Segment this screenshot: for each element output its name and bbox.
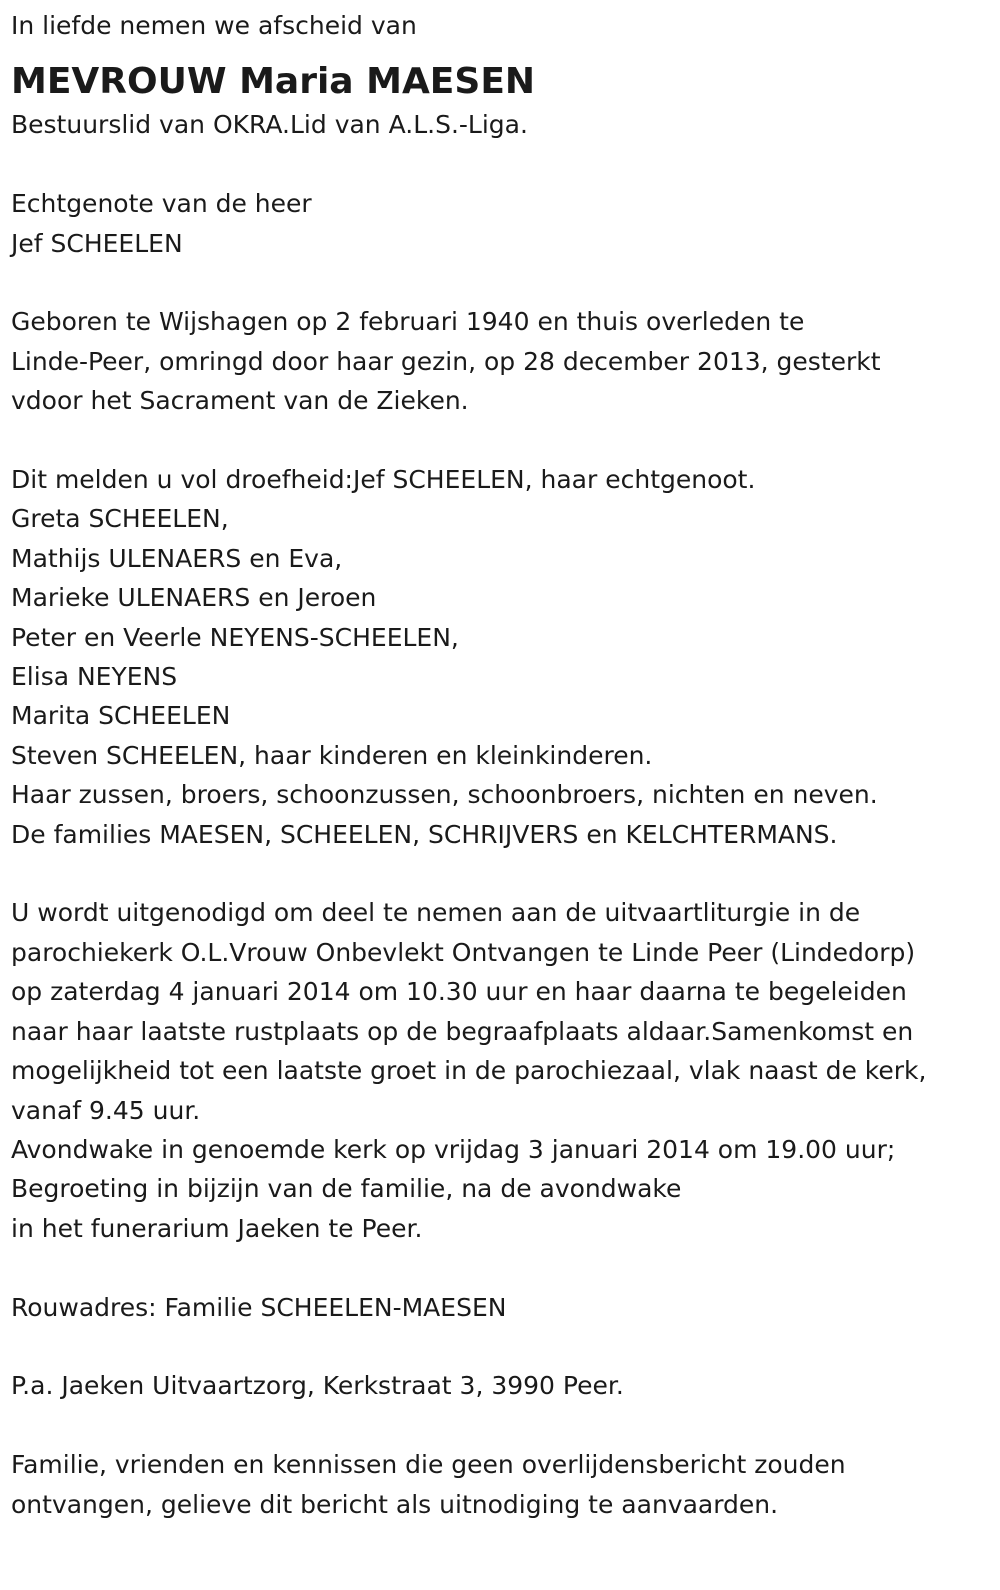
birth-death-block [11,302,989,420]
funeral-line: naar haar laatste rustplaats op de begraafplaats aldaar.Samenkomst en [11,1016,914,1046]
funeral-line: parochiekerk O.L.Vrouw Onbevlekt Ontvangen te Linde Peer (Lindedorp) [11,937,916,967]
spouse-line: Echtgenote van de heer [11,189,312,219]
mourner-line: Haar zussen, broers, schoonzussen, schoonbroers, nichten en neven. [11,780,878,810]
mourner-line: Mathijs ULENAERS en Eva, [11,543,343,573]
mourner-line: De families MAESEN, SCHEELEN, SCHRIJVERS en KELCHTERMANS. [11,819,838,849]
mourner-line: Steven SCHEELEN, haar kinderen en kleinkinderen. [11,740,653,770]
funeral-line: U wordt uitgenodigd om deel te nemen aan de uitvaartliturgie in de [11,898,861,928]
spacer [11,145,989,184]
mourner-line: Greta SCHEELEN, [11,504,229,534]
closing-block [11,1445,989,1524]
undertaker-address: P.a. Jaeken Uitvaartzorg, Kerkstraat 3, 3990 Peer. [11,1371,624,1401]
mourner-line: Peter en Veerle NEYENS-SCHEELEN, [11,622,459,652]
spacer [11,1327,989,1366]
funeral-line: in het funerarium Jaeken te Peer. [11,1213,423,1243]
funeral-line: op zaterdag 4 januari 2014 om 10.30 uur en haar daarna te begeleiden [11,977,907,1007]
funeral-line: mogelijkheid tot een laatste groet in de parochiezaal, vlak naast de kerk, [11,1056,927,1086]
funeral-block [11,893,989,1248]
memberships-text: Bestuurslid van OKRA.Lid van A.L.S.-Liga. [11,110,528,140]
mourner-line: Marita SCHEELEN [11,701,231,731]
birth-death-line: vdoor het Sacrament van de Zieken. [11,386,469,416]
funeral-line: Begroeting in bijzijn van de familie, na de avondwake [11,1174,682,1204]
birth-death-line: Linde-Peer, omringd door haar gezin, op 28 december 2013, gesterkt [11,346,881,376]
intro-text: In liefde nemen we afscheid van [11,11,417,40]
spacer [11,263,989,302]
closing-line: Familie, vrienden en kennissen die geen overlijdensbericht zouden [11,1450,846,1480]
funeral-line: vanaf 9.45 uur. [11,1095,201,1125]
spouse-name: Jef SCHEELEN [11,228,183,258]
mourner-line: Elisa NEYENS [11,662,178,692]
spouse-block [11,184,989,263]
mourning-address: Rouwadres: Familie SCHEELEN-MAESEN [11,1292,507,1322]
mourners-block [11,460,989,854]
spacer [11,421,989,460]
deceased-name: MEVROUW Maria MAESEN [11,61,536,103]
mourner-line: Marieke ULENAERS en Jeroen [11,583,377,613]
spacer [11,1406,989,1445]
birth-death-line: Geboren te Wijshagen op 2 februari 1940 en thuis overleden te [11,307,805,337]
funeral-line: Avondwake in genoemde kerk op vrijdag 3 januari 2014 om 19.00 uur; [11,1134,896,1164]
closing-line: ontvangen, gelieve dit bericht als uitnodiging te aanvaarden. [11,1489,779,1519]
spacer [11,1248,989,1287]
mourner-line: Dit melden u vol droefheid:Jef SCHEELEN, haar echtgenoot. [11,465,756,495]
spacer [11,854,989,893]
